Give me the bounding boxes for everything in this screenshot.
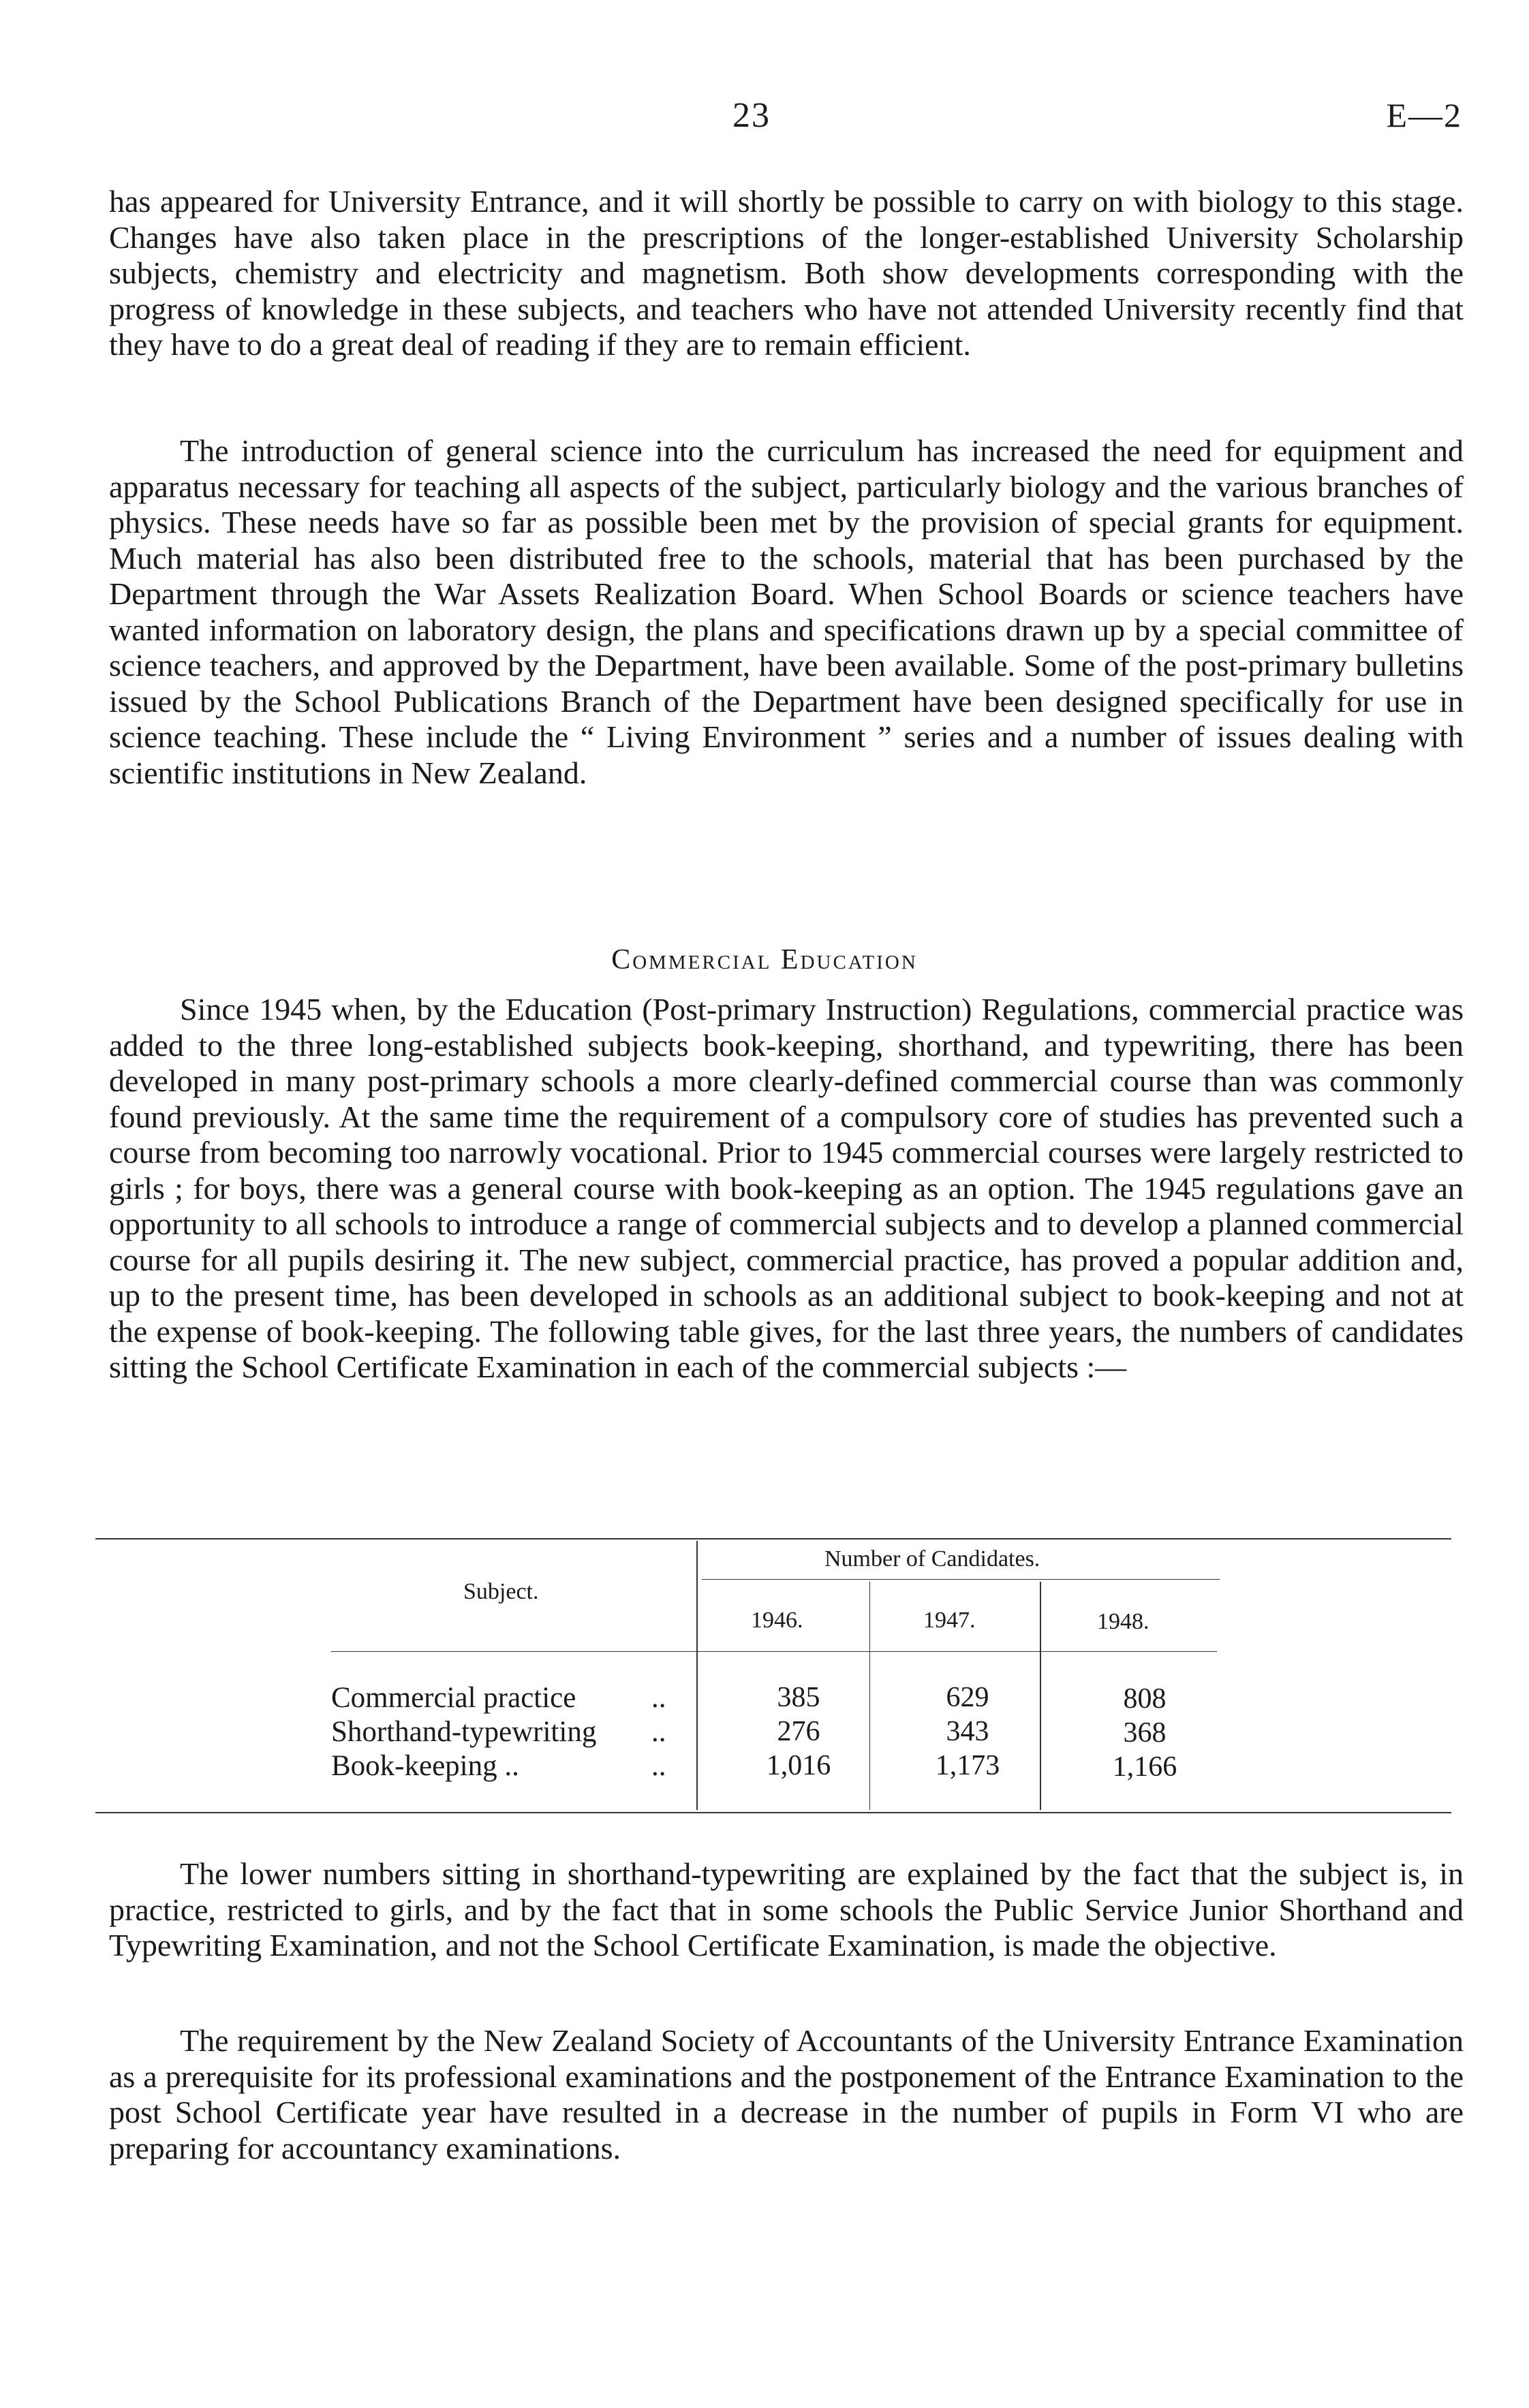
paragraph-commercial: Since 1945 when, by the Education (Post-primary Instruction) Regulations, commercial practice was added to the three long-established subjects book-keeping, shorthand, and typewriting, there has been developed in many post-primary schools a more clearly-defined commercial course than was commonly found previously. At the same time the requirement of a compulsory core of studies has prevented such a course from becoming too narrowly vocational. Prior to 1945 commercial courses were largely restricted to girls ; for boys, there was a general course with book-keeping as an option. The 1945 regulations gave an opportunity to all schools to introduce a range of commercial subjects and to develop a planned commercial course for all pupils desiring it. The new subject, commercial practice, has proved a popular addition and, up to the present time, has been developed in schools as an additional subject to book-keeping and not at the expense of book-keeping. The following table gives, for the last three years, the numbers of candidates sitting the School Certificate Examination in each of the commercial subjects :— xyxy=(109,992,1464,1384)
value-1948: 368 xyxy=(1123,1717,1167,1749)
table-divider xyxy=(1040,1582,1041,1810)
value-1947: 343 xyxy=(946,1716,989,1747)
value-1948: 1,166 xyxy=(1112,1751,1177,1783)
subject-column-header: Subject. xyxy=(463,1579,539,1604)
year-header-1947: 1947. xyxy=(923,1608,976,1633)
row-label: Shorthand-typewriting xyxy=(331,1716,597,1748)
row-label: Commercial practice xyxy=(331,1682,576,1714)
leader-dots: .. xyxy=(651,1682,666,1714)
value-1948: 808 xyxy=(1123,1683,1167,1715)
document-reference: E—2 xyxy=(1386,96,1462,134)
leader-dots: .. xyxy=(651,1716,666,1748)
table-divider xyxy=(869,1582,870,1810)
section-heading: Commercial Education xyxy=(611,944,918,975)
year-header-1948: 1948. xyxy=(1097,1609,1149,1634)
table-bottom-rule xyxy=(95,1812,1451,1813)
row-label: Book-keeping .. xyxy=(331,1750,519,1782)
value-1946: 1,016 xyxy=(766,1750,831,1781)
paragraph-shorthand: The lower numbers sitting in shorthand-typewriting are explained by the fact that the subject is, in practice, restricted to girls, and by the fact that in some schools the Public Service Junior Shorthand and Typewriting Examination, and not the School Certificate Examination, is made the objective. xyxy=(109,1856,1464,1963)
value-1946: 385 xyxy=(777,1682,820,1713)
leader-dots: .. xyxy=(651,1750,666,1782)
paragraph-general-science: The introduction of general science into the curriculum has increased the need for equipment and apparatus necessary for teaching all aspects of the subject, particularly biology and the various branches of physics. These needs have so far as possible been met by the provision of special grants for equipment. Much material has also been distributed free to the schools, material that has been purchased by the Department through the War Assets Realization Board. When School Boards or science teachers have wanted information on laboratory design, the plans and specifications drawn up by a special committee of science teachers, and approved by the Department, have been available. Some of the post-primary bulletins issued by the School Publications Branch of the Department have been designed specifically for use in science teaching. These include the “ Living Environment ” series and a number of issues dealing with scientific institutions in New Zealand. xyxy=(109,433,1464,790)
value-1947: 1,173 xyxy=(935,1750,1000,1781)
group-header-rule xyxy=(702,1579,1220,1580)
paragraph-biology: has appeared for University Entrance, and it will shortly be possible to carry on with biology to this stage. Changes have also taken place in the prescriptions of the longer-established University Scholarship subjects, chemistry and electricity and magnetism. Both show developments corresponding with the progress of knowledge in these subjects, and teachers who have not attended University recently find that they have to do a great deal of reading if they are to remain efficient. xyxy=(109,184,1464,362)
page-number: 23 xyxy=(732,96,771,135)
value-1947: 629 xyxy=(946,1682,989,1713)
candidates-group-header: Number of Candidates. xyxy=(824,1546,1040,1572)
value-1946: 276 xyxy=(777,1716,820,1747)
year-header-1946: 1946. xyxy=(751,1608,803,1633)
table-divider xyxy=(696,1541,698,1810)
table-top-rule xyxy=(95,1538,1451,1539)
header-bottom-rule xyxy=(331,1651,1217,1652)
paragraph-accountants: The requirement by the New Zealand Society of Accountants of the University Entrance Examination as a prerequisite for its professional examinations and the postponement of the Entrance Examination to the post School Certificate year have resulted in a decrease in the number of pupils in Form VI who are preparing for accountancy examinations. xyxy=(109,2023,1464,2165)
